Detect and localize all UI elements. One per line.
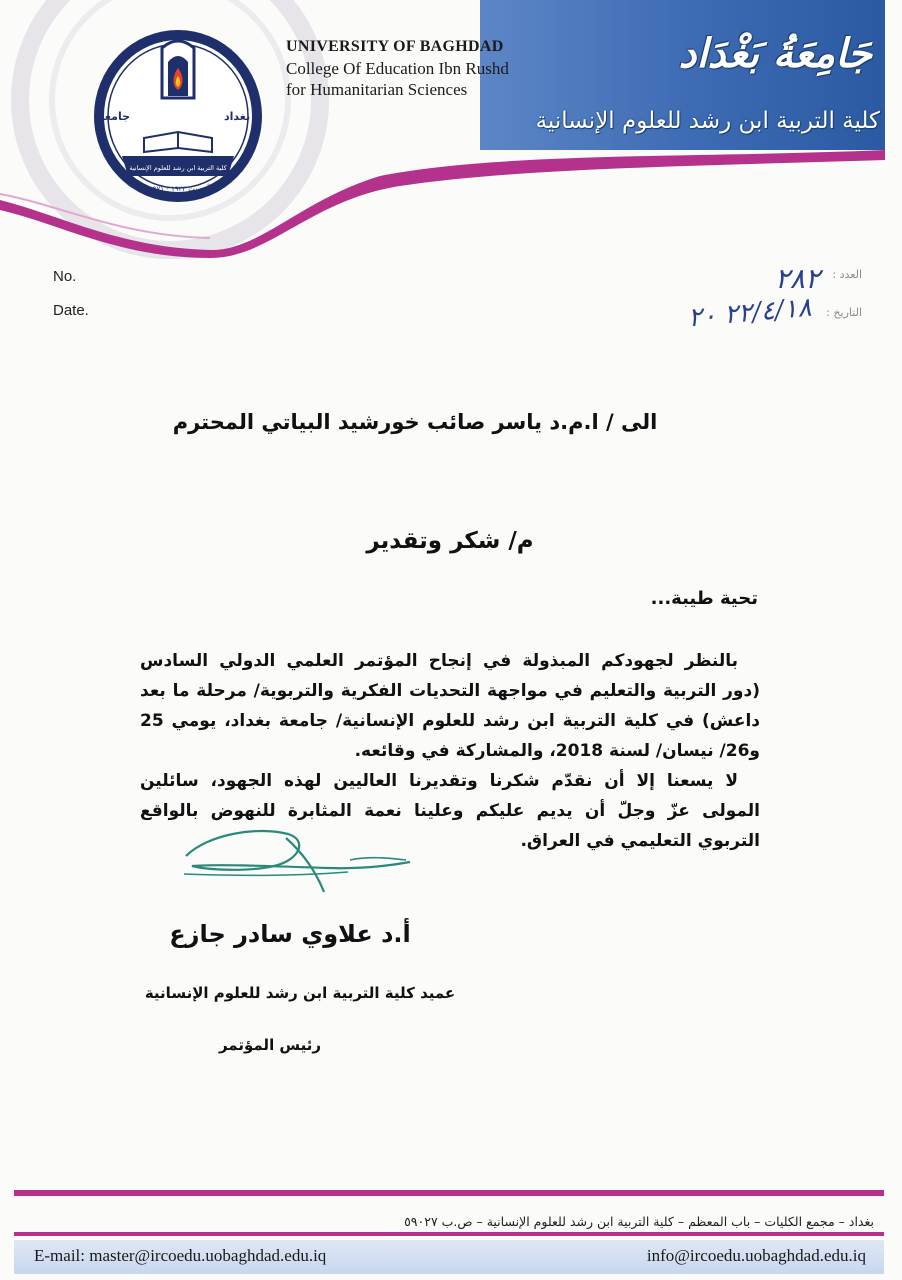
- english-header: [286, 36, 586, 100]
- signatory-role: رئيس المؤتمر: [218, 1036, 322, 1054]
- body-paragraph-2: لا يسعنا إلا أن نقدّم شكرنا وتقديرنا العاليين لهذه الجهود، سائلين المولى عزّ وجلّ أن يديم عليكم وعلينا نعمة المثابرة للنهوض بالواقع التربوي التعليمي في العراق.: [140, 771, 760, 851]
- logo-founded-text: تأسست ١٩٢٣ - ١٩٧١م: [144, 185, 212, 193]
- university-logo: [92, 28, 264, 204]
- college-name-ar: كلية التربية ابن رشد للعلوم الإنسانية: [535, 108, 880, 134]
- handwritten-number: ٢٨٢: [774, 262, 820, 295]
- date-label-en: Date.: [53, 302, 89, 319]
- university-name-en: UNIVERSITY OF BAGHDAD: [286, 38, 504, 55]
- university-name-ar: جَامِعَةُ بَغْدَاد: [678, 30, 872, 77]
- logo-ring-left: جامعة: [98, 110, 130, 123]
- footer-address: بغداد – مجمع الكليات – باب المعظم – كلية التربية ابن رشد للعلوم الإنسانية – ص.ب ٥٩٠٢٧: [404, 1214, 874, 1229]
- body-paragraph-1: بالنظر لجهودكم المبذولة في إنجاح المؤتمر العلمي الدولي السادس (دور التربية والتعليم في مواجهة التحديات الفكرية والتربوية/ مرحلة ما بعد داعش) في كلية التربية ابن رشد للعلوم الإنسانية/ جامعة بغداد، يومي 25 و26/ نيسان/ لسنة 2018، والمشاركة في وقائعه.: [140, 651, 760, 761]
- handwritten-signature: [178, 820, 418, 900]
- college-name-en-line1: College Of Education Ibn Rushd: [286, 59, 509, 78]
- signatory-name: أ.د علاوي سادر جازع: [169, 920, 411, 948]
- footer-band: [0, 1190, 902, 1280]
- number-label-ar: العدد :: [832, 268, 862, 281]
- logo-ring-right: بغداد: [224, 110, 251, 123]
- footer-email-info[interactable]: info@ircoedu.uobaghdad.edu.iq: [646, 1246, 866, 1265]
- date-label-ar: التاريخ :: [826, 306, 862, 319]
- logo-banner-text: كلية التربية ابن رشد للعلوم الإنسانية: [129, 164, 227, 172]
- footer-email-master[interactable]: E-mail: master@ircoedu.uobaghdad.edu.iq: [34, 1246, 327, 1265]
- addressee-line: الى / ا.م.د ياسر صائب خورشيد البياتي المحترم: [172, 410, 658, 434]
- greeting: تحية طيبة...: [650, 588, 758, 609]
- number-label-en: No.: [53, 268, 77, 285]
- signatory-title: عميد كلية التربية ابن رشد للعلوم الإنسانية: [144, 984, 456, 1002]
- handwritten-date: ٢٢/٤/١٨ ٢٠: [687, 292, 814, 334]
- college-name-en-line2: for Humanitarian Sciences: [286, 80, 468, 99]
- subject-line: م/ شكر وتقدير: [366, 528, 534, 554]
